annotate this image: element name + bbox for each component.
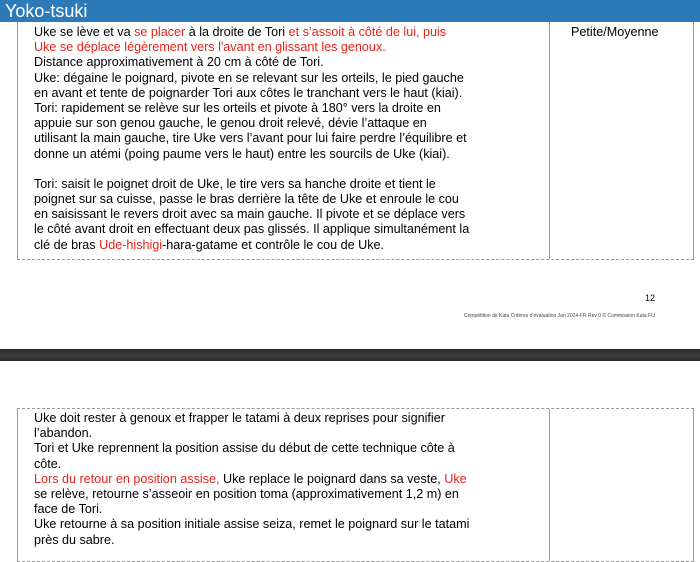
text-line xyxy=(34,487,566,502)
text-span: Tori: saisit le poignet droit de Uke, le tire vers sa hanche droite et tient le xyxy=(34,176,436,191)
text-span: Tori et Uke reprennent la position assise du début de cette technique côte à xyxy=(34,441,455,456)
page-footer: Compétition de Kata Critères d’évaluation Jan 2024-FR Rev 0 © Commission Kata FIJ xyxy=(464,313,655,319)
description-cell xyxy=(34,25,566,253)
highlighted-text: Uke xyxy=(444,471,467,486)
text-span: se relève, retourne s’asseoir en position toma (approximativement 1,2 m) en xyxy=(34,487,459,502)
highlighted-text: et s’assoit à côté de lui, puis xyxy=(288,25,447,39)
text-line xyxy=(34,116,566,131)
technique-title: Yoko-tsuki xyxy=(0,0,700,22)
text-line xyxy=(34,40,566,55)
text-span: en saisissant le revers droit avec sa main gauche. Il pivote et se déplace vers xyxy=(34,207,466,222)
highlighted-text: Uke se déplace légèrement vers l'avant en glissant les genoux. xyxy=(34,40,386,55)
text-span: -hara-gatame et contrôle le cou de Uke. xyxy=(162,237,385,252)
text-span: Uke doit rester à genoux et frapper le tatami à deux reprises pour signifier xyxy=(34,411,445,425)
page-number: 12 xyxy=(644,293,655,303)
text-line xyxy=(34,441,566,456)
text-span: le côté avant droit en effectuant deux pas glissés. Il applique simultanément la xyxy=(34,222,470,237)
text-span: utilisant la main gauche, tire Uke vers l’avant pour lui faire perdre l’équilibre et xyxy=(34,131,467,146)
text-span: à la droite de Tori xyxy=(185,25,289,39)
text-span: Uke se lève et va xyxy=(34,25,135,39)
text-line xyxy=(34,222,566,237)
text-line xyxy=(34,101,566,116)
text-line xyxy=(34,472,566,487)
text-span: donne un atémi (poing paume vers le haut) entre les sourcils de Uke (kiai). xyxy=(34,146,450,161)
text-span: poignet sur sa cuisse, passe le bras derrière la tête de Uke et enroule le cou xyxy=(34,192,459,207)
text-line xyxy=(34,517,566,532)
text-span: Uke replace le poignard dans sa veste, xyxy=(219,471,445,486)
text-span: appuie sur son genou gauche, le genou droit relevé, dévie l’attaque en xyxy=(34,116,427,131)
text-line xyxy=(34,147,566,162)
continuation-table xyxy=(17,408,694,562)
text-line xyxy=(34,238,566,253)
text-line xyxy=(34,457,566,472)
text-line xyxy=(34,177,566,192)
text-span: Tori: rapidement se relève sur les orteils et pivote à 180° vers la droite en xyxy=(34,101,441,116)
text-line xyxy=(34,71,566,86)
highlighted-text: Ude-hishigi xyxy=(99,237,163,252)
text-span: face de Tori. xyxy=(34,502,103,517)
text-line xyxy=(34,192,566,207)
size-cell: Petite/Moyenne xyxy=(571,25,659,39)
text-span: clé de bras xyxy=(34,237,100,252)
continuation-cell xyxy=(34,411,566,548)
text-line xyxy=(34,25,566,40)
text-span: Distance approximativement à 20 cm à côté de Tori. xyxy=(34,55,324,70)
text-span: Uke: dégaine le poignard, pivote en se relevant sur les orteils, le pied gauche xyxy=(34,70,464,85)
text-span: côte. xyxy=(34,456,62,471)
text-line xyxy=(34,207,566,222)
text-span: l’abandon. xyxy=(34,426,93,441)
text-line xyxy=(34,131,566,146)
highlighted-text: se placer xyxy=(134,25,186,39)
text-line xyxy=(34,426,566,441)
text-span: Uke retourne à sa position initiale assise seiza, remet le poignard sur le tatami xyxy=(34,517,470,532)
text-line xyxy=(34,502,566,517)
text-span: en avant et tente de poignarder Tori aux côtes le tranchant vers le haut (kiai). xyxy=(34,85,463,100)
page-separator xyxy=(0,349,700,361)
text-line xyxy=(34,533,566,548)
text-line xyxy=(34,55,566,70)
text-line xyxy=(34,411,566,426)
text-line xyxy=(34,86,566,101)
highlighted-text: Lors du retour en position assise, xyxy=(34,471,220,486)
technique-table xyxy=(17,22,694,260)
text-span: près du sabre. xyxy=(34,532,115,547)
